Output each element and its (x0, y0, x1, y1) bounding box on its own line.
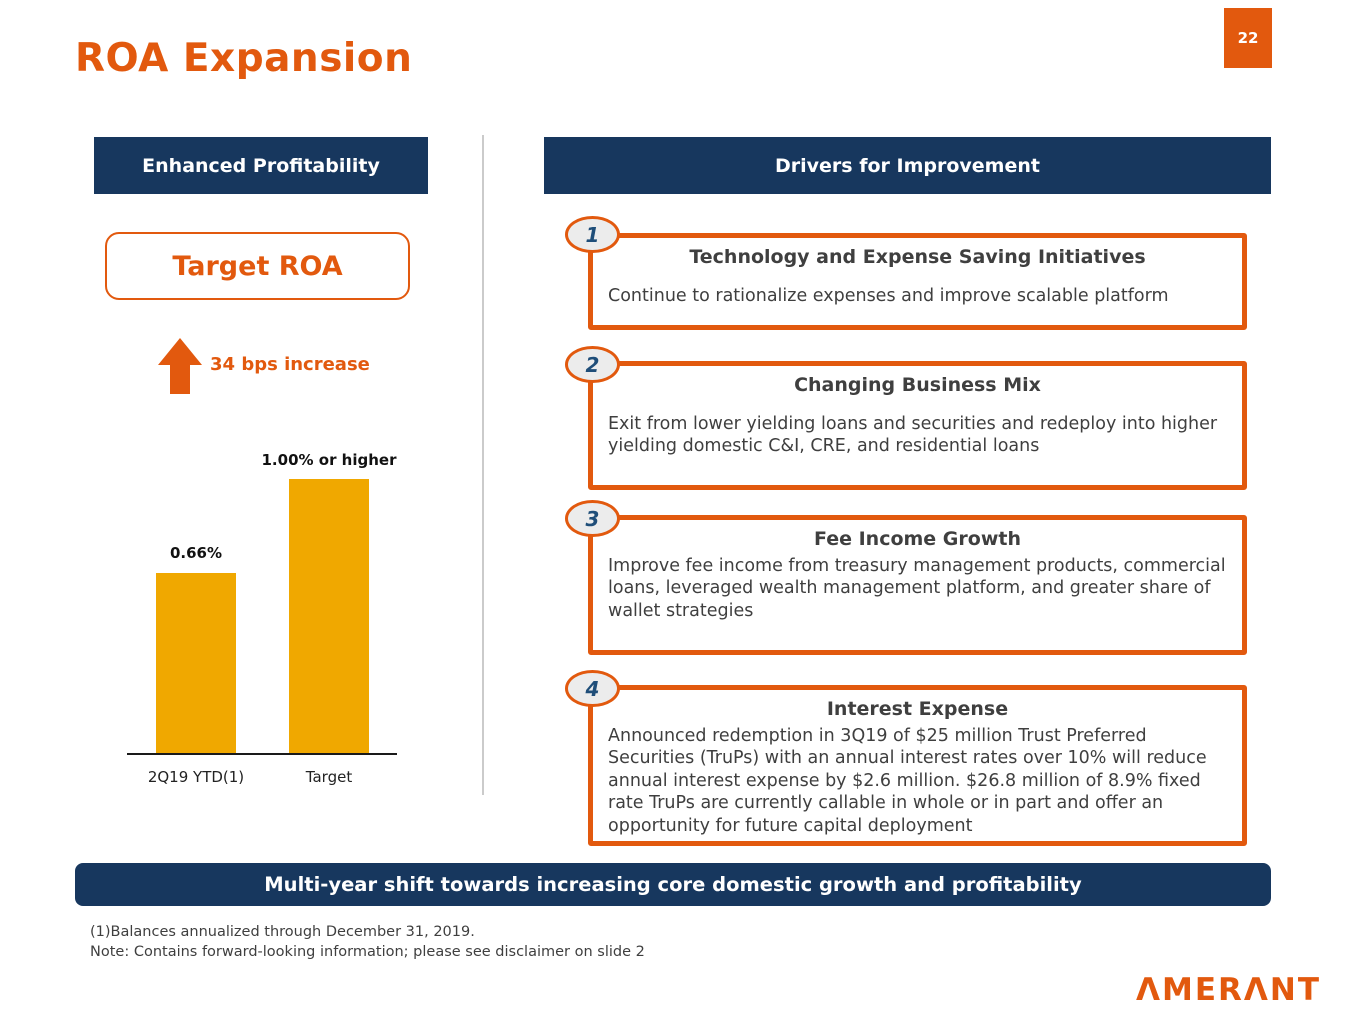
bar-category-target: Target (305, 768, 353, 786)
driver-box-business-mix (588, 361, 1247, 490)
chart-baseline (127, 753, 397, 755)
driver-3-title: Fee Income Growth (814, 528, 1021, 550)
up-arrow-head (158, 338, 202, 365)
bar-value-label-target: 1.00% or higher (261, 451, 397, 469)
page-title: ROA Expansion (75, 36, 413, 81)
up-arrow-stem (170, 365, 190, 394)
driver-4-number-badge: 4 (565, 670, 620, 707)
driver-box-technology (588, 233, 1247, 330)
driver-3-body: Improve fee income from treasury management products, commercial loans, leveraged wealth management platform, and greater share of wallet strategies (608, 556, 1226, 621)
driver-4-body: Announced redemption in 3Q19 of $25 million Trust Preferred Securities (TruPs) with an annual interest rates over 10% will reduce annual interest expense by $2.6 million. $26.8 million of 8.9% fixed rate TruPs are currently callable in whole or in part and offer an opportunity for future capital deployment (608, 726, 1207, 836)
bps-increase-label: 34 bps increase (210, 354, 370, 375)
driver-box-fee-income (588, 515, 1247, 655)
left-panel-header: Enhanced Profitability (94, 137, 428, 194)
summary-banner: Multi-year shift towards increasing core domestic growth and profitability (75, 863, 1271, 906)
driver-box-interest-expense (588, 685, 1247, 846)
bar-value-label-2q19: 0.66% (169, 544, 223, 562)
footnote-balances: (1)Balances annualized through December 31, 2019. (90, 924, 475, 940)
driver-1-body: Continue to rationalize expenses and improve scalable platform (608, 286, 1169, 306)
driver-2-title: Changing Business Mix (794, 374, 1041, 396)
driver-1-number-badge: 1 (565, 216, 620, 253)
vertical-divider (482, 135, 484, 795)
target-roa-box: Target ROA (105, 232, 410, 300)
driver-4-title: Interest Expense (826, 698, 1009, 720)
driver-3-number-badge: 3 (565, 500, 620, 537)
right-panel-header: Drivers for Improvement (544, 137, 1271, 194)
bar-category-2q19: 2Q19 YTD(1) (147, 768, 245, 786)
amerant-logo: ΛMERΛNT (1136, 972, 1321, 1008)
footnote-disclaimer: Note: Contains forward-looking information; please see disclaimer on slide 2 (90, 944, 645, 960)
bar-2q19-ytd (156, 573, 236, 755)
page-number-badge: 22 (1224, 8, 1272, 68)
driver-2-number-badge: 2 (565, 346, 620, 383)
driver-1-title: Technology and Expense Saving Initiatives (689, 246, 1146, 268)
bar-target (289, 479, 369, 755)
up-arrow-icon (158, 338, 202, 394)
driver-2-body: Exit from lower yielding loans and securities and redeploy into higher yielding domestic C&I, CRE, and residential loans (608, 414, 1218, 457)
